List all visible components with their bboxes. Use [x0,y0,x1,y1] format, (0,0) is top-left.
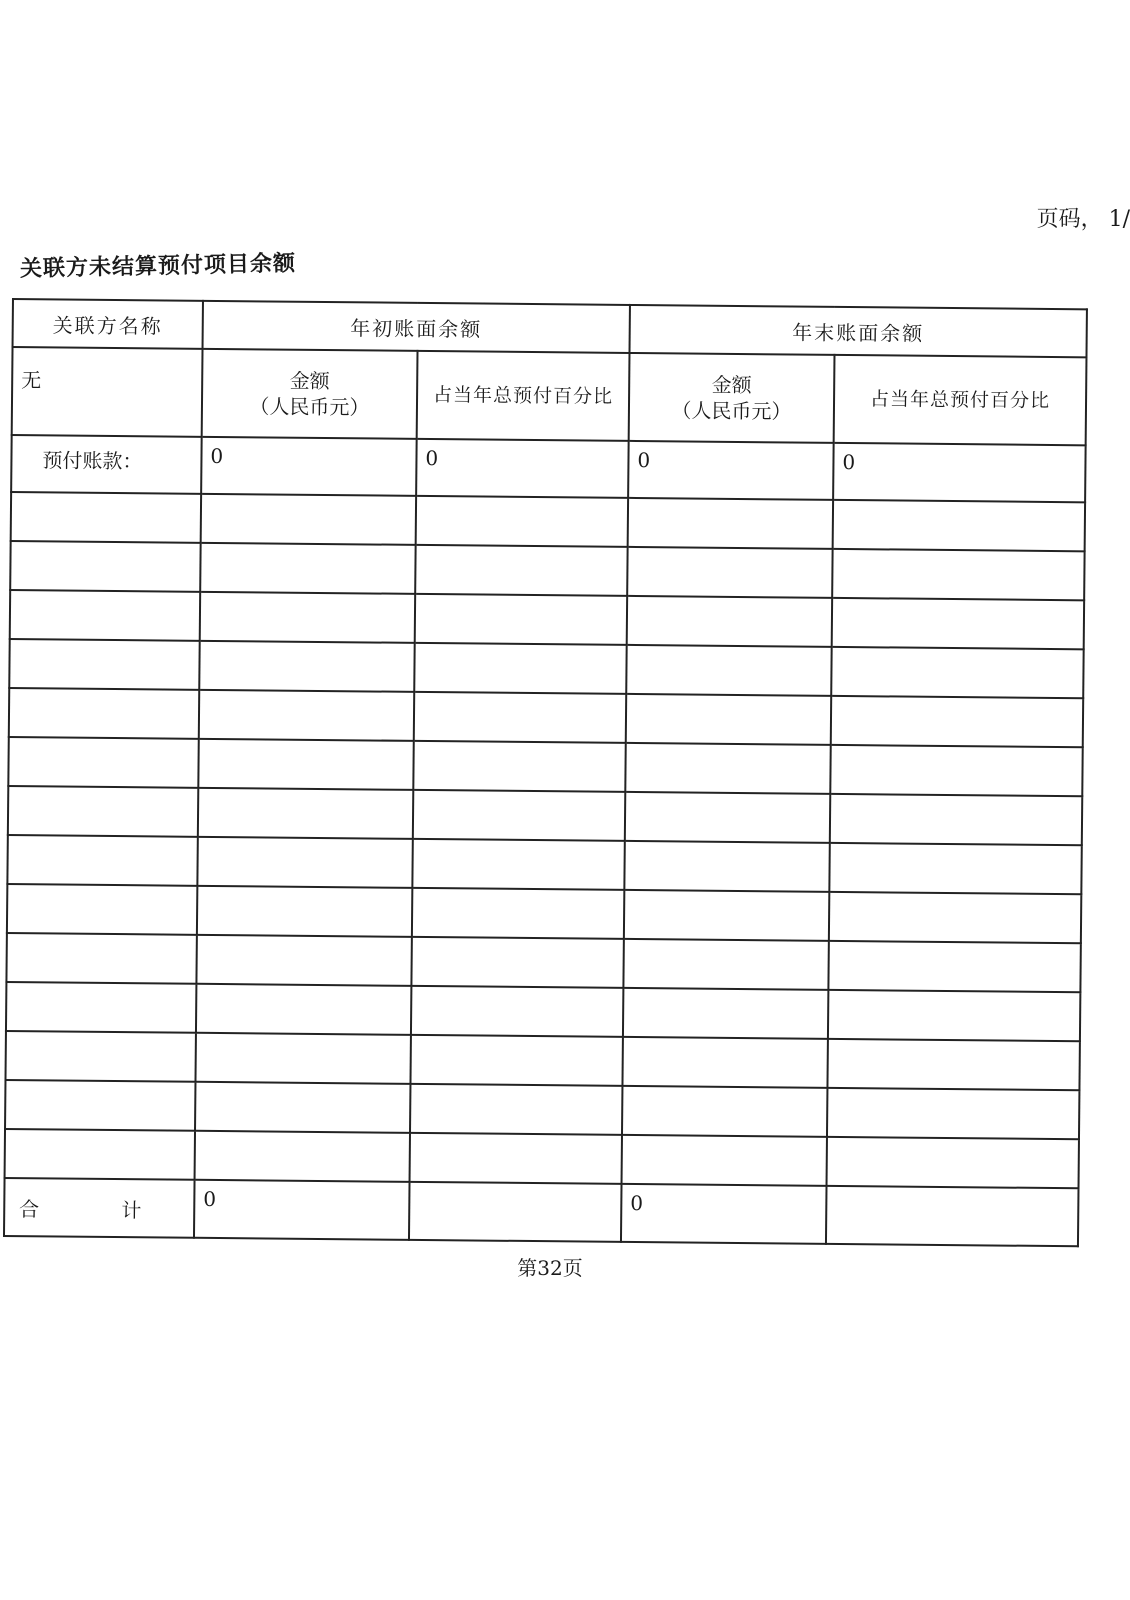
closing-amount-cell [622,1037,827,1088]
opening-percent-cell: 0 [416,439,629,498]
party-name-cell [9,688,199,739]
total-label: 合 计 [4,1178,195,1238]
amount-label: 金额 [289,368,330,394]
closing-percent-cell [829,892,1081,943]
closing-amount-cell [622,1135,827,1186]
closing-amount-cell [623,939,828,990]
party-name-cell [11,492,201,543]
closing-amount-cell [625,792,830,843]
closing-amount-cell [626,694,831,745]
opening-amount-cell [195,1131,410,1182]
party-name-cell [8,737,198,788]
total-opening-amount: 0 [194,1180,410,1240]
opening-amount-cell [200,543,415,594]
page-code [1037,202,1130,233]
table-container [3,298,1092,1247]
opening-amount-cell [199,641,414,692]
total-closing-percent [826,1186,1079,1246]
opening-percent-cell [414,643,626,694]
amount-label: 金额 [711,372,752,398]
page-code-value: 1/ [1108,207,1130,232]
party-name-cell [10,541,200,592]
table-row-prepayments [11,435,1085,502]
subheader-closing-percent: 占当年总预付百分比 [834,355,1087,445]
closing-amount-cell [623,988,828,1039]
opening-percent-cell [412,888,624,939]
subheader-opening-percent: 占当年总预付百分比 [417,351,630,441]
opening-amount-cell [198,739,413,790]
closing-amount-cell [622,1086,827,1137]
section-title: 关联方未结算预付项目余额 [19,250,297,282]
group-header-closing-balance: 年末账面余额 [630,305,1087,357]
party-name-cell [7,835,197,886]
closing-amount-cell [624,890,829,941]
closing-percent-cell [829,843,1081,894]
closing-amount-cell [627,596,832,647]
closing-percent-cell [830,794,1082,845]
opening-amount-cell [196,935,411,986]
opening-amount-cell: 0 [201,437,417,496]
opening-percent-cell [413,741,625,792]
closing-percent-cell [828,941,1080,992]
subheader-opening-amount [202,349,418,439]
closing-percent-cell [828,990,1080,1041]
opening-percent-cell [416,496,628,547]
table-row-total [4,1178,1079,1246]
party-name-cell [10,590,200,641]
opening-amount-cell [197,886,412,937]
party-name-cell [7,884,197,935]
party-name-cell [6,982,196,1033]
col-header-party-name: 关联方名称 [13,299,203,349]
closing-percent-cell [827,1088,1079,1139]
group-header-opening-balance: 年初账面余额 [203,301,630,353]
opening-amount-cell [198,788,413,839]
party-name-value: 无 [12,347,203,437]
opening-percent-cell [415,545,627,596]
closing-amount-cell [626,645,831,696]
opening-amount-cell [199,690,414,741]
opening-percent-cell [410,1084,622,1135]
opening-percent-cell [410,1133,622,1184]
closing-percent-cell [833,500,1085,551]
total-opening-percent [409,1182,622,1242]
closing-amount-cell [624,841,829,892]
header-row-subcolumns [12,347,1087,445]
opening-percent-cell [410,1035,622,1086]
opening-percent-cell [414,692,626,743]
closing-percent-cell: 0 [833,443,1086,502]
closing-percent-cell [830,745,1082,796]
party-name-cell [5,1080,195,1131]
opening-percent-cell [411,937,623,988]
opening-percent-cell [412,839,624,890]
opening-percent-cell [411,986,623,1037]
opening-amount-cell [201,494,416,545]
opening-amount-cell [200,592,415,643]
closing-percent-cell [832,549,1084,600]
party-name-cell [9,639,199,690]
closing-amount-cell [628,498,833,549]
related-party-prepayment-table [3,298,1088,1247]
party-name-cell [5,1031,195,1082]
page-code-label: 页码， [1036,207,1103,232]
row-label-prepayments: 预付账款： [11,435,202,494]
party-name-cell [8,786,198,837]
closing-amount-cell [625,743,830,794]
party-name-cell [6,933,196,984]
subheader-closing-amount [629,353,835,443]
footer-page-number: 第32页 [517,1256,583,1280]
closing-amount-cell [627,547,832,598]
closing-amount-cell: 0 [628,441,834,500]
closing-percent-cell [827,1137,1079,1188]
closing-percent-cell [832,598,1084,649]
opening-amount-cell [195,1082,410,1133]
closing-percent-cell [831,647,1083,698]
currency-label: （人民币元） [671,398,792,424]
opening-amount-cell [195,1033,410,1084]
closing-percent-cell [831,696,1083,747]
opening-amount-cell [196,984,411,1035]
currency-label: （人民币元） [249,394,370,420]
total-closing-amount: 0 [621,1184,827,1244]
opening-amount-cell [197,837,412,888]
party-name-cell [5,1129,195,1180]
opening-percent-cell [413,790,625,841]
opening-percent-cell [415,594,627,645]
closing-percent-cell [827,1039,1079,1090]
